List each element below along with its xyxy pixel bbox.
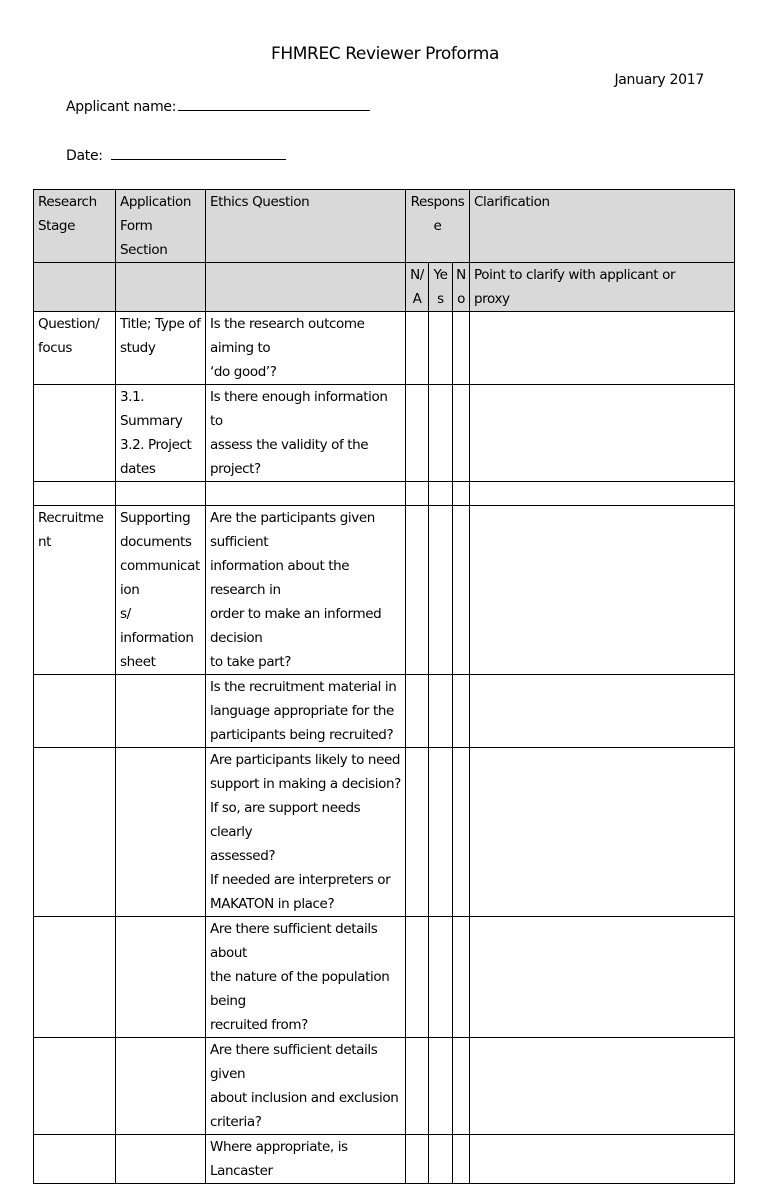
document-date: January 2017	[614, 72, 704, 88]
row-stage	[34, 748, 116, 917]
no-checkbox-cell[interactable]	[453, 482, 470, 506]
clarification-cell[interactable]	[470, 312, 735, 385]
na-checkbox-cell[interactable]	[406, 675, 429, 748]
clarification-cell[interactable]	[470, 675, 735, 748]
applicant-name-field	[66, 96, 370, 115]
no-checkbox-cell[interactable]	[453, 506, 470, 675]
row-section: Title; Type of study	[116, 312, 206, 385]
table-row	[34, 506, 735, 675]
row-section	[116, 748, 206, 917]
yes-checkbox-cell[interactable]	[429, 385, 453, 482]
header-form-section: Application Form Section	[116, 190, 206, 263]
no-checkbox-cell[interactable]	[453, 1038, 470, 1135]
row-stage	[34, 675, 116, 748]
subheader-no: No	[453, 263, 470, 312]
na-checkbox-cell[interactable]	[406, 917, 429, 1038]
applicant-name-line[interactable]	[178, 96, 370, 111]
table-row	[34, 675, 735, 748]
subheader-empty-section	[116, 263, 206, 312]
na-checkbox-cell[interactable]	[406, 312, 429, 385]
na-checkbox-cell[interactable]	[406, 1135, 429, 1184]
yes-checkbox-cell[interactable]	[429, 1038, 453, 1135]
row-section	[116, 482, 206, 506]
table-row	[34, 385, 735, 482]
header-response: Response	[406, 190, 470, 263]
row-stage	[34, 917, 116, 1038]
row-section: 3.1. Summary 3.2. Project dates	[116, 385, 206, 482]
row-stage	[34, 385, 116, 482]
subheader-na: N/A	[406, 263, 429, 312]
row-section	[116, 1135, 206, 1184]
clarification-cell[interactable]	[470, 385, 735, 482]
row-question: Are participants likely to need support in making a decision? If so, are support needs clearly assessed? If needed are interpreters or MAKATON in place?	[206, 748, 406, 917]
row-question	[206, 482, 406, 506]
yes-checkbox-cell[interactable]	[429, 1135, 453, 1184]
table-subheader-row	[34, 263, 735, 312]
row-stage	[34, 1038, 116, 1135]
row-section: Supporting documents communication s/ information sheet	[116, 506, 206, 675]
row-stage	[34, 1135, 116, 1184]
row-question: Where appropriate, is Lancaster	[206, 1135, 406, 1184]
table-header-row	[34, 190, 735, 263]
na-checkbox-cell[interactable]	[406, 1038, 429, 1135]
yes-checkbox-cell[interactable]	[429, 917, 453, 1038]
yes-checkbox-cell[interactable]	[429, 482, 453, 506]
header-clarification: Clarification	[470, 190, 735, 263]
row-stage: Recruitment	[34, 506, 116, 675]
no-checkbox-cell[interactable]	[453, 675, 470, 748]
na-checkbox-cell[interactable]	[406, 748, 429, 917]
subheader-clarification: Point to clarify with applicant or proxy	[470, 263, 735, 312]
row-question: Is the research outcome aiming to ‘do good’?	[206, 312, 406, 385]
no-checkbox-cell[interactable]	[453, 1135, 470, 1184]
header-research-stage: Research Stage	[34, 190, 116, 263]
no-checkbox-cell[interactable]	[453, 385, 470, 482]
date-label: Date:	[66, 148, 103, 164]
date-line[interactable]	[111, 145, 286, 160]
row-section	[116, 917, 206, 1038]
no-checkbox-cell[interactable]	[453, 748, 470, 917]
subheader-yes: Yes	[429, 263, 453, 312]
table-row	[34, 312, 735, 385]
row-question: Is the recruitment material in language appropriate for the participants being recruited?	[206, 675, 406, 748]
proforma-table	[33, 189, 735, 1184]
row-section	[116, 675, 206, 748]
clarification-cell[interactable]	[470, 1135, 735, 1184]
date-field	[66, 145, 286, 164]
row-stage: Question/ focus	[34, 312, 116, 385]
na-checkbox-cell[interactable]	[406, 385, 429, 482]
clarification-cell[interactable]	[470, 917, 735, 1038]
clarification-cell[interactable]	[470, 506, 735, 675]
subheader-empty-stage	[34, 263, 116, 312]
no-checkbox-cell[interactable]	[453, 917, 470, 1038]
header-ethics-question: Ethics Question	[206, 190, 406, 263]
row-question: Are the participants given sufficient information about the research in order to make an informed decision to take part?	[206, 506, 406, 675]
na-checkbox-cell[interactable]	[406, 506, 429, 675]
applicant-name-label: Applicant name:	[66, 99, 177, 115]
row-question: Is there enough information to assess the validity of the project?	[206, 385, 406, 482]
clarification-cell[interactable]	[470, 748, 735, 917]
yes-checkbox-cell[interactable]	[429, 675, 453, 748]
yes-checkbox-cell[interactable]	[429, 748, 453, 917]
yes-checkbox-cell[interactable]	[429, 506, 453, 675]
table-row	[34, 1038, 735, 1135]
table-row	[34, 748, 735, 917]
table-row	[34, 1135, 735, 1184]
clarification-cell[interactable]	[470, 1038, 735, 1135]
row-stage	[34, 482, 116, 506]
yes-checkbox-cell[interactable]	[429, 312, 453, 385]
subheader-empty-question	[206, 263, 406, 312]
na-checkbox-cell[interactable]	[406, 482, 429, 506]
clarification-cell[interactable]	[470, 482, 735, 506]
table-row-spacer	[34, 482, 735, 506]
row-section	[116, 1038, 206, 1135]
row-question: Are there sufficient details given about inclusion and exclusion criteria?	[206, 1038, 406, 1135]
row-question: Are there sufficient details about the nature of the population being recruited from?	[206, 917, 406, 1038]
document-title: FHMREC Reviewer Proforma	[271, 44, 499, 64]
table-row	[34, 917, 735, 1038]
no-checkbox-cell[interactable]	[453, 312, 470, 385]
